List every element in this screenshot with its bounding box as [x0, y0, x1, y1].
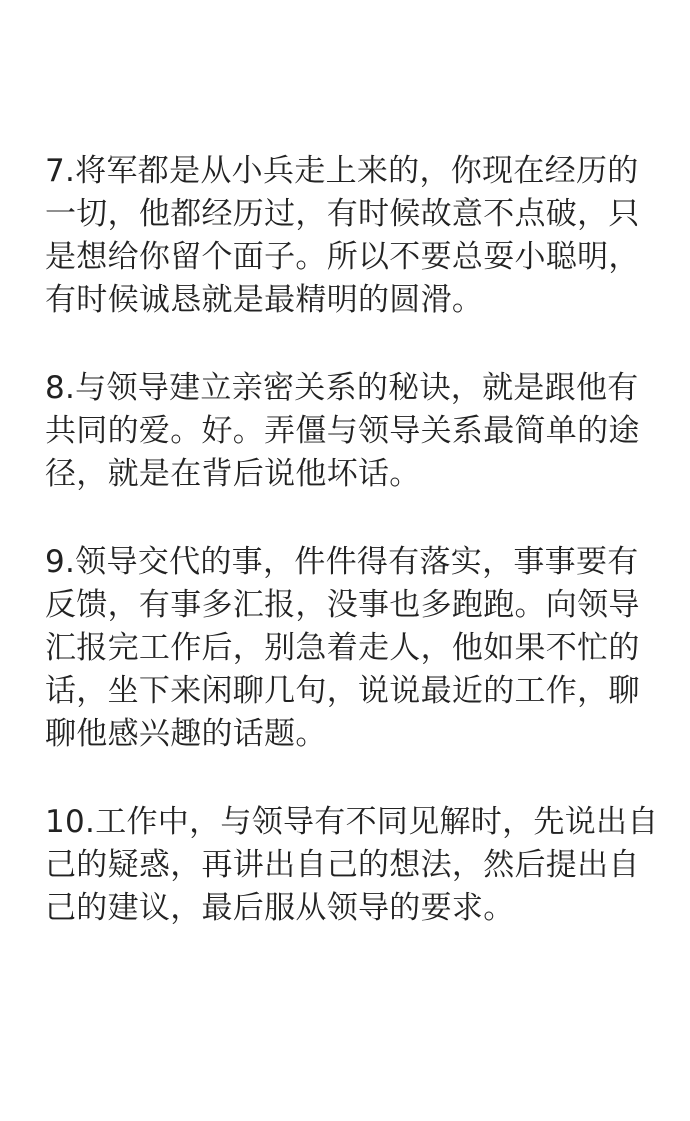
- tip-9-paragraph: [45, 541, 645, 756]
- tip-7-paragraph: [45, 150, 645, 322]
- text-line: 7.将军都是从小兵走上来的，你现在经历的: [45, 153, 639, 189]
- text-line: 径，就是在背后说他坏话。: [45, 456, 421, 492]
- text-line: 8.与领导建立亲密关系的秘诀，就是跟他有: [45, 370, 639, 406]
- text-line: 9.领导交代的事，件件得有落实，事事要有: [45, 544, 639, 580]
- text-line: 共同的爱。好。弄僵与领导关系最简单的途: [45, 413, 640, 449]
- text-line: 10.工作中，与领导有不同见解时，先说出自: [45, 804, 659, 840]
- text-line: 话，坐下来闲聊几句，说说最近的工作，聊: [45, 673, 640, 709]
- text-line: 己的疑惑，再讲出自己的想法，然后提出自: [45, 847, 640, 883]
- text-line: 是想给你留个面子。所以不要总耍小聪明，: [45, 239, 640, 275]
- text-line: 汇报完工作后，别急着走人，他如果不忙的: [45, 630, 640, 666]
- text-line: 有时候诚恳就是最精明的圆滑。: [45, 282, 484, 318]
- tip-10-paragraph: [45, 801, 659, 930]
- article-body: [45, 150, 659, 975]
- text-line: 一切，他都经历过，有时候故意不点破，只: [45, 196, 640, 232]
- text-line: 己的建议，最后服从领导的要求。: [45, 890, 515, 926]
- tip-8-paragraph: [45, 367, 645, 496]
- text-line: 反馈，有事多汇报，没事也多跑跑。向领导: [45, 587, 640, 623]
- text-line: 聊他感兴趣的话题。: [45, 716, 327, 752]
